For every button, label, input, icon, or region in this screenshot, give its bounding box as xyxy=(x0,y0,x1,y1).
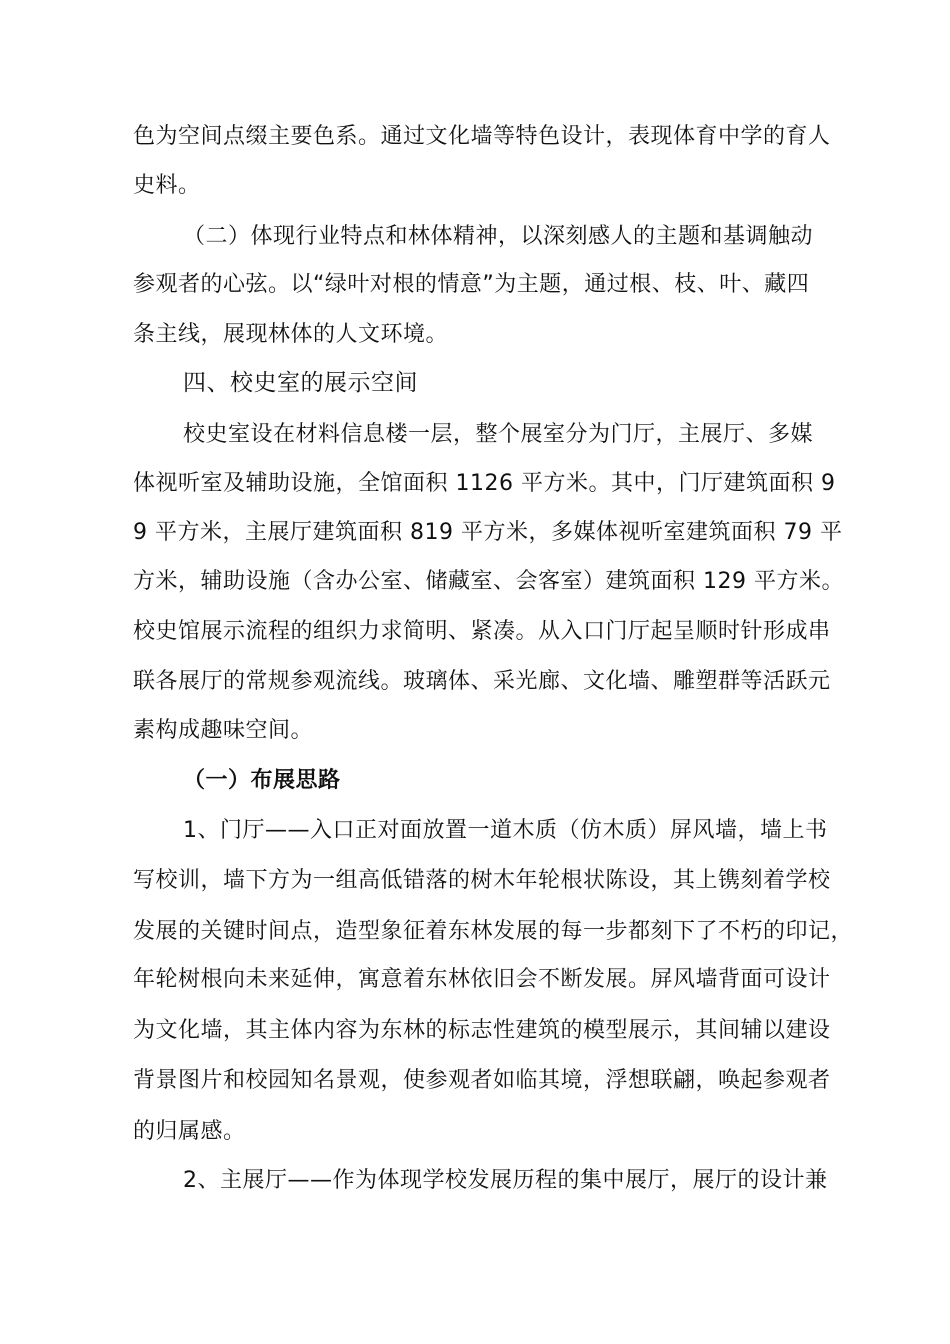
text-line: 校史馆展示流程的组织力求简明、紧凑。从入口门厅起呈顺时针形成串 xyxy=(133,619,831,644)
text-line: 写校训，墙下方为一组高低错落的树木年轮根状陈设，其上镌刻着学校 xyxy=(133,868,831,893)
text-line: 为文化墙，其主体内容为东林的标志性建筑的模型展示，其间辅以建设 xyxy=(133,1018,831,1043)
subsection-heading: （一）布展思路 xyxy=(183,768,341,793)
text-line: 1、门厅——入口正对面放置一道木质（仿木质）屏风墙，墙上书 xyxy=(183,818,828,843)
text-line: 体视听室及辅助设施，全馆面积 1126 平方米。其中，门厅建筑面积 9 xyxy=(133,471,836,496)
text-line: 校史室设在材料信息楼一层，整个展室分为门厅，主展厅、多媒 xyxy=(183,422,814,447)
text-line: 9 平方米，主展厅建筑面积 819 平方米，多媒体视听室建筑面积 79 平 xyxy=(133,520,843,545)
text-line: 色为空间点缀主要色系。通过文化墙等特色设计，表现体育中学的育人 xyxy=(133,124,831,149)
text-line: 联各展厅的常规参观流线。玻璃体、采光廊、文化墙、雕塑群等活跃元 xyxy=(133,669,831,694)
text-line: 方米，辅助设施（含办公室、储藏室、会客室）建筑面积 129 平方米。 xyxy=(133,569,844,594)
text-line: 的归属感。 xyxy=(133,1119,246,1144)
section-heading: 四、校史室的展示空间 xyxy=(183,370,418,396)
text-line: 年轮树根向未来延伸，寓意着东林依旧会不断发展。屏风墙背面可设计 xyxy=(133,967,831,992)
text-line: 条主线，展现林体的人文环境。 xyxy=(133,322,449,347)
text-line: 背景图片和校园知名景观，使参观者如临其境，浮想联翩，唤起参观者 xyxy=(133,1068,831,1093)
text-line: 2、主展厅——作为体现学校发展历程的集中展厅，展厅的设计兼 xyxy=(183,1168,828,1193)
text-line: （二）体现行业特点和林体精神，以深刻感人的主题和基调触动 xyxy=(183,224,814,249)
text-line: 发展的关键时间点，造型象征着东林发展的每一步都刻下了不朽的印记， xyxy=(133,919,854,944)
text-line: 参观者的心弦。以“绿叶对根的情意”为主题，通过根、枝、叶、藏四 xyxy=(133,272,810,297)
text-line: 史料。 xyxy=(133,173,201,198)
text-line: 素构成趣味空间。 xyxy=(133,718,314,743)
